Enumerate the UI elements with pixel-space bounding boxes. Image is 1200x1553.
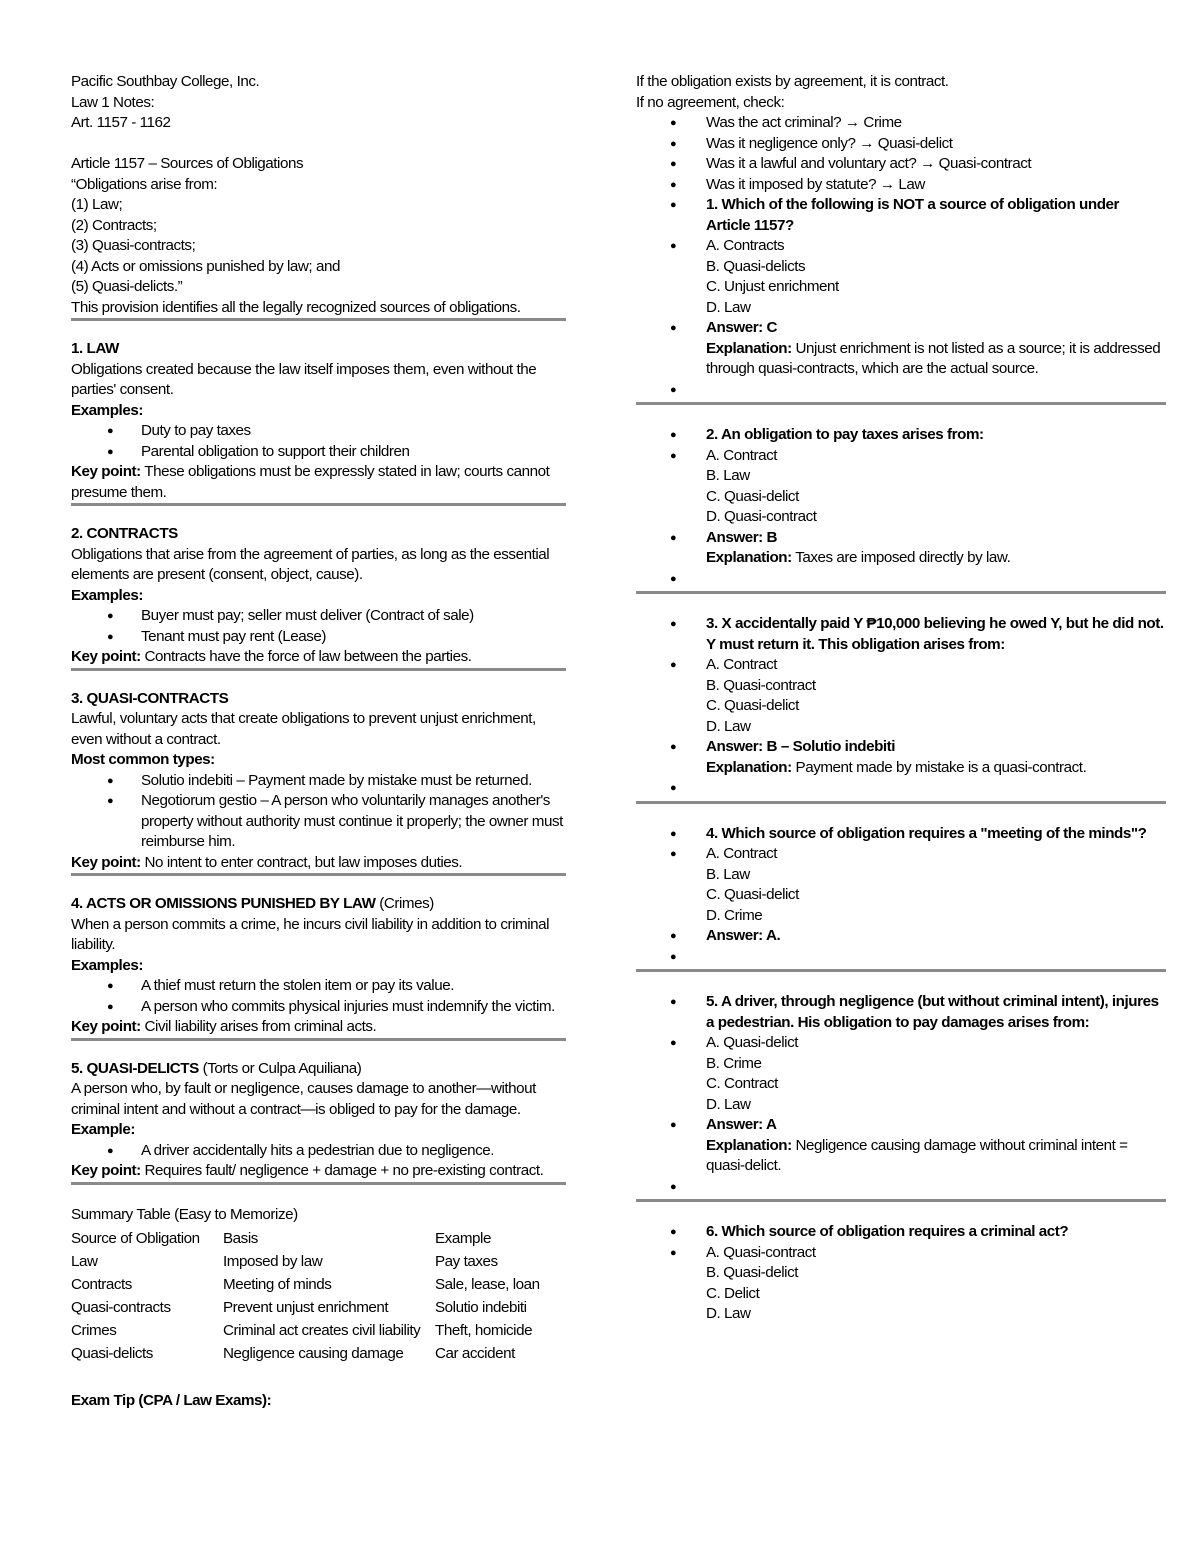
key-point: Key point: No intent to enter contract, but law imposes duties.: [71, 853, 463, 871]
list-item: ● Was it negligence only? → Quasi-delict: [636, 134, 1166, 155]
answer: ● Answer: B Explanation: Taxes are imposed directly by law.: [636, 528, 1166, 569]
choice: C. Quasi-delict: [706, 697, 799, 714]
question: ● 3. X accidentally paid Y ₱10,000 believing he owed Y, but he did not. Y must return it. This obligation arises from:: [636, 614, 1166, 655]
choice: D. Crime: [706, 906, 763, 924]
choices: [636, 236, 1166, 318]
quiz-item: [636, 1222, 1166, 1325]
table-cell: Quasi-delicts: [71, 1345, 153, 1362]
section-title: 1. LAW: [71, 340, 119, 357]
choice: B. Law: [706, 467, 750, 484]
answer: ● Answer: A Explanation: Negligence causing damage without criminal intent = quasi-delict.: [636, 1115, 1166, 1177]
choice: B. Quasi-delict: [706, 1264, 799, 1281]
list-item: ● Negotiorum gestio – A person who voluntarily manages another's property without authority must continue it properly; the owner must reimburse him.: [71, 791, 566, 853]
list-item: ● Was it a lawful and voluntary act? → Quasi-contract: [636, 154, 1166, 175]
table-row: [71, 1342, 542, 1365]
choice: C. Unjust enrichment: [706, 278, 839, 295]
source-item: (4) Acts or omissions punished by law; and: [71, 257, 340, 275]
choice: C. Quasi-delict: [706, 886, 799, 903]
table-cell: Imposed by law: [223, 1253, 323, 1270]
choice: C. Quasi-delict: [706, 487, 799, 505]
examples-list: [71, 1141, 566, 1162]
summary-title: Summary Table (Easy to Memorize): [71, 1205, 298, 1223]
intro-line: If no agreement, check:: [636, 93, 785, 111]
article-note: This provision identifies all the legally recognized sources of obligations.: [71, 298, 521, 316]
article-intro: “Obligations arise from:: [71, 175, 218, 193]
question: ● 5. A driver, through negligence (but without criminal intent), injures a pedestrian. His obligation to pay damages arises from:: [636, 992, 1166, 1033]
choices: [636, 655, 1166, 737]
list-item: ● Duty to pay taxes: [71, 421, 566, 442]
section-title: 4. ACTS OR OMISSIONS PUNISHED BY LAW (Crimes): [71, 895, 434, 912]
section-description: When a person commits a crime, he incurs civil liability in addition to criminal liability.: [71, 915, 550, 953]
section-title: 3. QUASI-CONTRACTS: [71, 689, 229, 707]
quiz-item: [636, 425, 1166, 589]
choice: ● A. Quasi-contract: [706, 1243, 816, 1261]
source-item: (3) Quasi-contracts;: [71, 237, 196, 254]
table-cell: Contracts: [71, 1276, 132, 1293]
choices: [636, 1243, 1166, 1325]
choice: D. Law: [706, 1305, 751, 1322]
table-cell: Negligence causing damage: [223, 1345, 404, 1362]
list-item: ● A thief must return the stolen item or pay its value.: [71, 976, 566, 997]
course-title: Law 1 Notes:: [71, 93, 155, 111]
check-list: [636, 113, 1166, 195]
table-cell: Meeting of minds: [223, 1276, 332, 1293]
key-point: Key point: Contracts have the force of law between the parties.: [71, 648, 472, 665]
question: ● 4. Which source of obligation requires a "meeting of the minds"?: [636, 824, 1166, 845]
right-column: [636, 72, 1166, 1325]
choice: C. Contract: [706, 1075, 778, 1092]
table-row: [71, 1273, 542, 1296]
left-column: [71, 72, 566, 1412]
table-cell: Theft, homicide: [435, 1322, 533, 1339]
choice: ● A. Contracts: [706, 237, 785, 254]
section-title: 2. CONTRACTS: [71, 525, 178, 542]
question: ● 2. An obligation to pay taxes arises from:: [636, 425, 1166, 446]
examples-list: [71, 976, 566, 1017]
key-point: Key point: These obligations must be expressly stated in law; courts cannot presume them.: [71, 463, 550, 501]
answer: ● Answer: C Explanation: Unjust enrichment is not listed as a source; it is addressed through quasi-contracts, which are the actual source.: [636, 318, 1166, 380]
examples-label: Examples:: [71, 401, 143, 419]
exam-tip: Exam Tip (CPA / Law Exams):: [71, 1392, 272, 1409]
list-item: ● Buyer must pay; seller must deliver (Contract of sale): [71, 606, 566, 627]
empty-bullet: [636, 1177, 1166, 1198]
question: ● 6. Which source of obligation requires a criminal act?: [636, 1222, 1166, 1243]
list-item: ● Parental obligation to support their children: [71, 442, 566, 463]
answer: ● Answer: A.: [636, 926, 1166, 947]
table-header-row: [71, 1227, 542, 1250]
table-cell: Criminal act creates civil liability: [223, 1322, 421, 1339]
section-title: 5. QUASI-DELICTS (Torts or Culpa Aquiliana): [71, 1059, 362, 1077]
examples-list: [71, 421, 566, 462]
choice: B. Quasi-contract: [706, 676, 816, 694]
answer: ● Answer: B – Solutio indebiti Explanation: Payment made by mistake is a quasi-contract.: [636, 737, 1166, 778]
table-row: [71, 1296, 542, 1319]
choice: ● A. Contract: [706, 656, 778, 673]
table-cell: Prevent unjust enrichment: [223, 1299, 389, 1316]
section-description: Obligations that arise from the agreement of parties, as long as the essential elements are present (consent, object, cause).: [71, 545, 550, 583]
choices: [636, 446, 1166, 528]
choice: D. Law: [706, 1095, 751, 1113]
choice: D. Quasi-contract: [706, 508, 817, 525]
table-header: Example: [435, 1230, 491, 1247]
quiz-item: [636, 614, 1166, 799]
article-title: Article 1157 – Sources of Obligations: [71, 155, 304, 172]
table-row: [71, 1319, 542, 1342]
table-cell: Car accident: [435, 1345, 515, 1362]
choice: ● A. Contract: [706, 446, 778, 464]
choice: B. Quasi-delicts: [706, 257, 806, 275]
choice: D. Law: [706, 298, 751, 316]
key-point: Key point: Civil liability arises from criminal acts.: [71, 1018, 377, 1035]
article-range: Art. 1157 - 1162: [71, 114, 171, 131]
table-cell: Crimes: [71, 1322, 117, 1339]
list-item: ● Was the act criminal? → Crime: [636, 113, 1166, 134]
section-description: Obligations created because the law itself imposes them, even without the parties' consent.: [71, 360, 537, 398]
choices: [636, 1033, 1166, 1115]
examples-label: Most common types:: [71, 751, 215, 768]
empty-bullet: [636, 380, 1166, 401]
table-cell: Quasi-contracts: [71, 1299, 171, 1316]
table-cell: Law: [71, 1253, 98, 1270]
examples-label: Examples:: [71, 586, 143, 604]
choice: C. Delict: [706, 1284, 760, 1302]
list-item: ● A person who commits physical injuries must indemnify the victim.: [71, 997, 566, 1018]
table-cell: Solutio indebiti: [435, 1299, 527, 1316]
section-description: A person who, by fault or negligence, causes damage to another—without criminal intent and without a contract—is obliged to pay for the damage.: [71, 1080, 536, 1118]
examples-list: [71, 606, 566, 647]
question: ● 1. Which of the following is NOT a source of obligation under Article 1157?: [636, 195, 1166, 236]
choice: ● A. Quasi-delict: [706, 1034, 799, 1051]
table-cell: Pay taxes: [435, 1253, 498, 1270]
table-header: Basis: [223, 1230, 258, 1247]
school-name: Pacific Southbay College, Inc.: [71, 73, 260, 90]
choice: ● A. Contract: [706, 845, 778, 862]
table-cell: Sale, lease, loan: [435, 1276, 540, 1293]
choice: B. Crime: [706, 1054, 762, 1072]
intro-line: If the obligation exists by agreement, it is contract.: [636, 73, 949, 90]
source-item: (5) Quasi-delicts.”: [71, 278, 183, 295]
table-row: [71, 1250, 542, 1273]
choice: D. Law: [706, 717, 751, 735]
examples-label: Examples:: [71, 956, 143, 974]
table-header: Source of Obligation: [71, 1230, 200, 1247]
section-description: Lawful, voluntary acts that create obligations to prevent unjust enrichment, even without a contract.: [71, 710, 536, 748]
empty-bullet: [636, 569, 1166, 590]
summary-table: [71, 1227, 542, 1365]
source-item: (2) Contracts;: [71, 216, 157, 234]
list-item: ● A driver accidentally hits a pedestrian due to negligence.: [71, 1141, 566, 1162]
examples-label: Example:: [71, 1121, 135, 1138]
choices: [636, 844, 1166, 926]
quiz-item: [636, 824, 1166, 968]
quiz-item: [636, 195, 1166, 400]
examples-list: [71, 771, 566, 853]
empty-bullet: [636, 947, 1166, 968]
list-item: ● Tenant must pay rent (Lease): [71, 627, 566, 648]
choice: B. Law: [706, 865, 750, 883]
list-item: ● Was it imposed by statute? → Law: [636, 175, 1166, 196]
key-point: Key point: Requires fault/ negligence + damage + no pre-existing contract.: [71, 1162, 544, 1179]
empty-bullet: [636, 778, 1166, 799]
quiz-item: [636, 992, 1166, 1197]
source-item: (1) Law;: [71, 196, 123, 213]
list-item: ● Solutio indebiti – Payment made by mistake must be returned.: [71, 771, 566, 792]
